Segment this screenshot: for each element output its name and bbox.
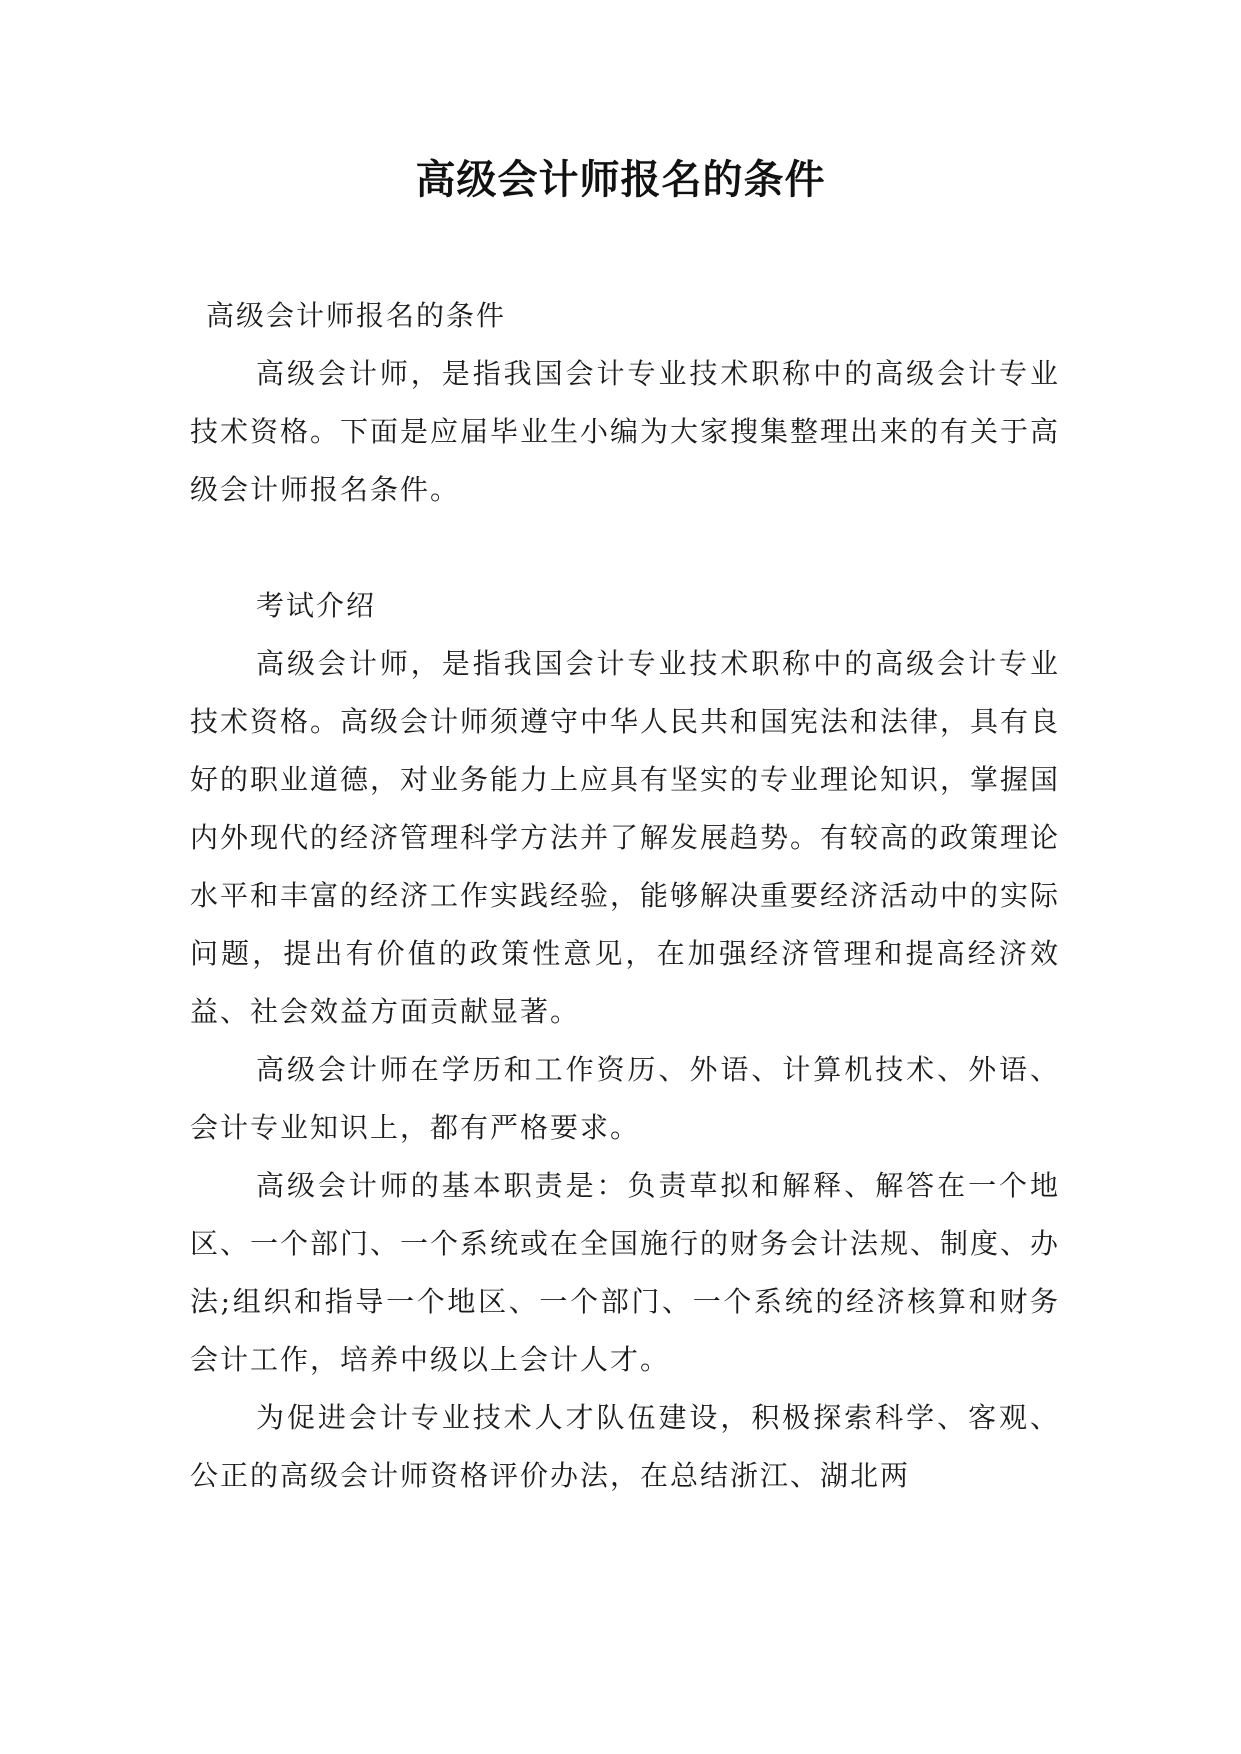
paragraph-evaluation: 为促进会计专业技术人才队伍建设，积极探索科学、客观、公正的高级会计师资格评价办法，在总结浙江、湖北两 <box>190 1401 1060 1492</box>
document-body <box>190 287 1060 1505</box>
document-title: 高级会计师报名的条件 <box>415 157 826 203</box>
section-heading-exam-intro: 考试介绍 <box>256 589 377 622</box>
paragraph-requirements: 高级会计师在学历和工作资历、外语、计算机技术、外语、会计专业知识上，都有严格要求。 <box>190 1053 1060 1144</box>
paragraph-intro: 高级会计师，是指我国会计专业技术职称中的高级会计专业技术资格。下面是应届毕业生小编为大家搜集整理出来的有关于高级会计师报名条件。 <box>190 357 1061 506</box>
document-subheading: 高级会计师报名的条件 <box>206 299 507 332</box>
paragraph-duties: 高级会计师的基本职责是：负责草拟和解释、解答在一个地区、一个部门、一个系统或在全国施行的财务会计法规、制度、办法;组织和指导一个地区、一个部门、一个系统的经济核算和财务会计工作，培养中级以上会计人才。 <box>190 1169 1061 1376</box>
paragraph-exam-description: 高级会计师，是指我国会计专业技术职称中的高级会计专业技术资格。高级会计师须遵守中华人民共和国宪法和法律，具有良好的职业道德，对业务能力上应具有坚实的专业理论知识，掌握国内外现代的经济管理科学方法并了解发展趋势。有较高的政策理论水平和丰富的经济工作实践经验，能够解决重要经济活动中的实际问题，提出有价值的政策性意见，在加强经济管理和提高经济效益、社会效益方面贡献显著。 <box>190 647 1061 1028</box>
